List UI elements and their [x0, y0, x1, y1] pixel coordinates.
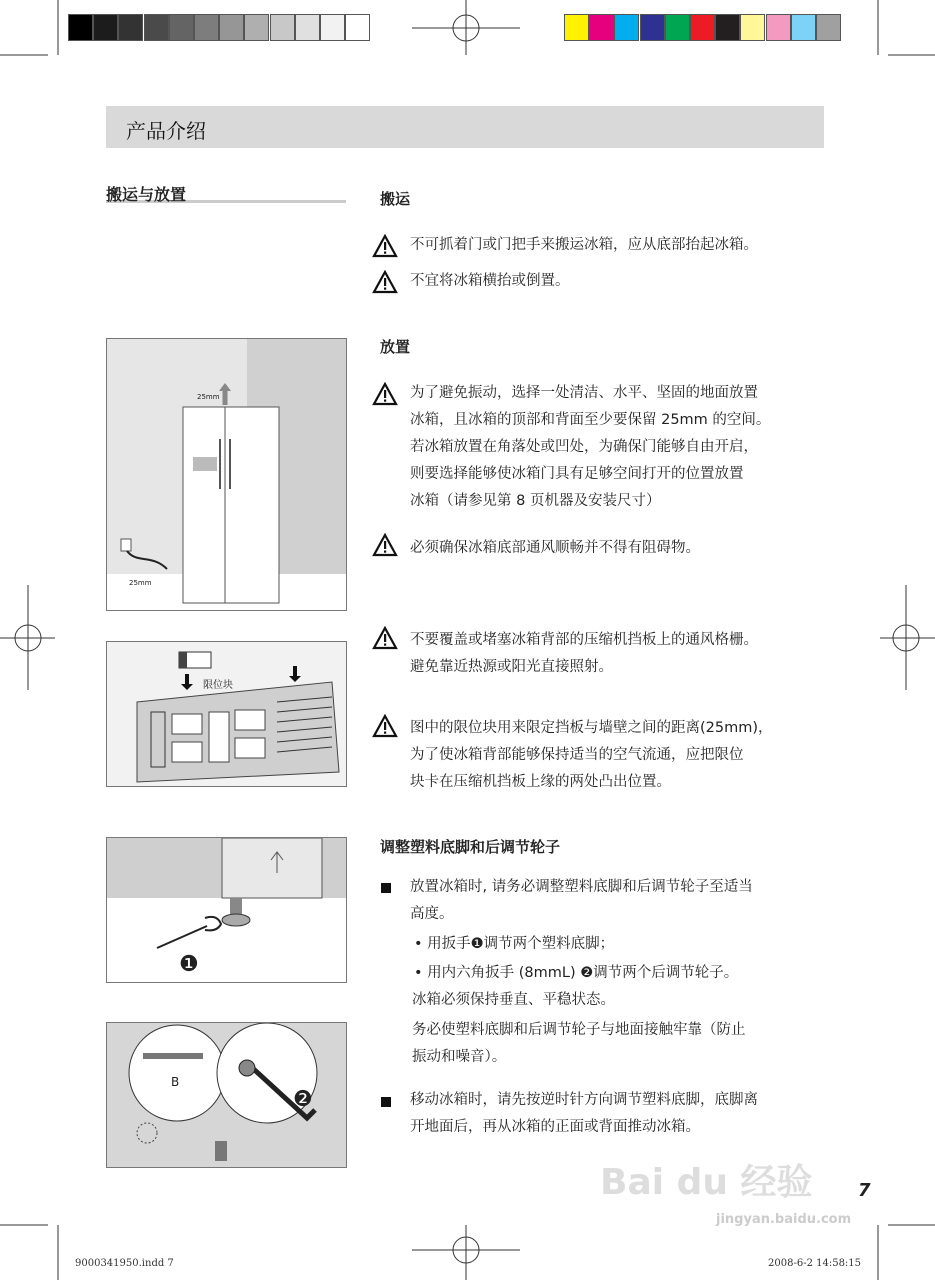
text-line: 若冰箱放置在角落处或凹处，为确保门能够自由开启，: [410, 439, 758, 455]
text-line: 移动冰箱时，请先按逆时针方向调节塑料底脚，底脚离: [410, 1092, 758, 1108]
chapter-title: 产品介绍: [126, 119, 206, 143]
text-line: 放置冰箱时, 请务必调整塑料底脚和后调节轮子至适当: [410, 879, 753, 895]
placement-heading: 放置: [380, 338, 411, 356]
warning-icon: [372, 626, 398, 650]
warning-icon: [372, 234, 398, 258]
stopper-label: 限位块: [203, 680, 233, 691]
compressor-cover-illustration: [107, 642, 347, 787]
text-line: 避免靠近热源或阳光直接照射。: [410, 659, 613, 675]
fridge-illustration: [107, 339, 347, 611]
top-clearance-label: 25mm: [197, 393, 220, 401]
text-line: 块卡在压缩机挡板上缘的两处凸出位置。: [410, 774, 671, 790]
text-line: 不要覆盖或堵塞冰箱背部的压缩机挡板上的通风格栅。: [410, 632, 758, 648]
roller-label-b: B: [171, 1075, 180, 1089]
warning-icon: [372, 533, 398, 557]
step-1-marker: ❶: [179, 952, 199, 977]
text-line: 高度。: [410, 906, 454, 922]
watermark-brand: Bai du 经验: [600, 1162, 813, 1203]
text-line: 开地面后，再从冰箱的正面或背面推动冰箱。: [410, 1119, 700, 1135]
bullet-square: [381, 1097, 391, 1107]
text-line: 图中的限位块用来限定挡板与墙壁之间的距离(25mm)，: [410, 720, 773, 736]
warning-text: 必须确保冰箱底部通风顺畅并不得有阻碍物。: [410, 540, 700, 556]
figure-fridge-placement: [106, 338, 347, 611]
step-2-marker: ❷: [293, 1087, 313, 1112]
text-line: 冰箱（请参见第 8 页机器及安装尺寸）: [410, 493, 661, 509]
text-line: 振动和噪音）。: [412, 1049, 507, 1065]
warning-text: 不可抓着门或门把手来搬运冰箱，应从底部抬起冰箱。: [410, 237, 758, 253]
text-line: 为了使冰箱背部能够保持适当的空气流通，应把限位: [410, 747, 744, 763]
warning-icon: [372, 270, 398, 294]
text-line: 务必使塑料底脚和后调节轮子与地面接触牢靠（防止: [412, 1022, 746, 1038]
transport-heading: 搬运: [380, 190, 411, 208]
footer-timestamp: 2008-6-2 14:58:15: [768, 1258, 862, 1269]
figure-adjust-rollers: [106, 1022, 347, 1168]
wrench-illustration: [107, 838, 347, 983]
figure-adjust-feet: [106, 837, 347, 983]
watermark-url: jingyan.baidu.com: [716, 1212, 852, 1227]
footer-filename: 9000341950.indd 7: [75, 1258, 174, 1269]
warning-icon: [372, 714, 398, 738]
warning-icon: [372, 382, 398, 406]
text-line: 为了避免振动，选择一处清洁、水平、坚固的地面放置: [410, 385, 758, 401]
sub-bullet: • 用内六角扳手 (8mmL) ❷调节两个后调节轮子。: [414, 965, 739, 981]
adjust-heading: 调整塑料底脚和后调节轮子: [380, 838, 561, 856]
section-title: 搬运与放置: [106, 185, 187, 204]
page-number: 7: [858, 1180, 871, 1201]
text-line: 则要选择能够使冰箱门具有足够空间打开的位置放置: [410, 466, 744, 482]
warning-text: 不宜将冰箱横抬或倒置。: [410, 273, 570, 289]
sub-bullet: • 用扳手❶调节两个塑料底脚；: [414, 936, 615, 952]
chapter-header: [106, 106, 824, 148]
text-line: 冰箱必须保持垂直、平稳状态。: [412, 992, 615, 1008]
back-clearance-label: 25mm: [129, 579, 152, 587]
bullet-square: [381, 883, 391, 893]
figure-compressor-cover: [106, 641, 347, 787]
text-line: 冰箱，且冰箱的顶部和背面至少要保留 25mm 的空间。: [410, 412, 771, 428]
